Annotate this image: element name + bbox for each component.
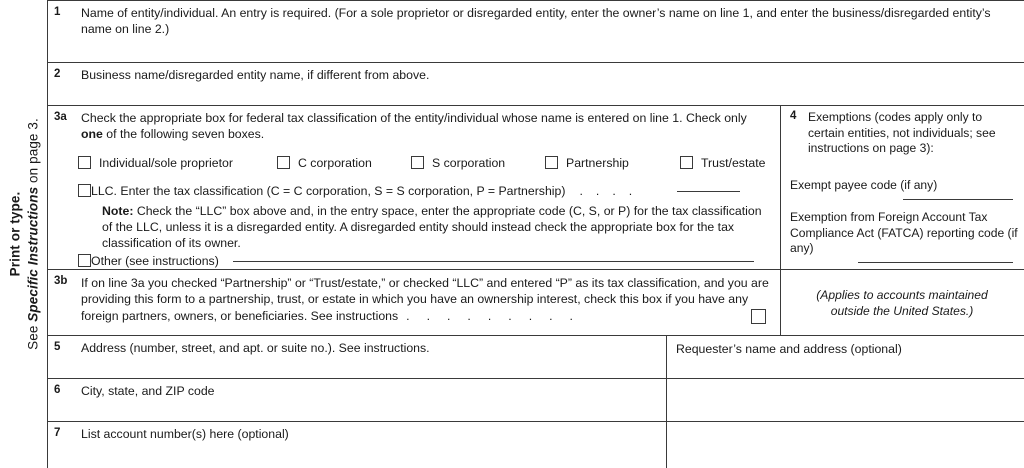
sidebar-text-block xyxy=(6,24,41,444)
sidebar-page-suffix: on page 3. xyxy=(25,118,40,187)
form-body xyxy=(48,0,1024,468)
row-3a-number: 3a xyxy=(54,111,67,123)
form-row-2-business-name[interactable] xyxy=(48,62,1024,106)
form-row-1-name[interactable] xyxy=(48,0,1024,63)
row-3b-text: If on line 3a you checked “Partnership” or “Trust/estate,” or checked “LLC” and entered “P” as its tax classification, and you are providing this form to a partnership, trust, or estate in which you have an ownership interest, check this box if you have any foreign partners, owners, or beneficiaries. See instructions xyxy=(81,276,769,323)
divider-exemptions-3b xyxy=(780,270,781,335)
option-partnership[interactable] xyxy=(545,156,629,171)
exempt-payee-code-label: Exempt payee code (if any) xyxy=(790,178,938,192)
llc-dot-leaders: . . . . xyxy=(579,184,633,198)
requester-label: Requester’s name and address (optional) xyxy=(676,342,902,356)
checkbox-foreign-partners[interactable] xyxy=(751,309,766,324)
checkbox-s-corporation[interactable] xyxy=(411,156,424,169)
sidebar-specific-instructions-italic: Specific Instructions xyxy=(25,186,40,322)
row-3b-label xyxy=(81,275,771,324)
exemptions-number: 4 xyxy=(790,110,797,122)
sidebar-see-prefix: See xyxy=(25,321,40,350)
llc-note-bold: Note: xyxy=(102,204,134,218)
row-5-number: 5 xyxy=(54,341,61,353)
row-3b-dot-leaders: . . . . . . . . . xyxy=(406,308,573,323)
option-trust-estate[interactable] xyxy=(680,156,765,171)
llc-classification-input[interactable] xyxy=(677,191,740,192)
row-1-label: Name of entity/individual. An entry is required. (For a sole proprietor or disregarded entity, enter the owner’s name on line 1, and enter the business/disregarded entity’s name on line 2.) xyxy=(81,6,991,37)
row-7-label: List account number(s) here (optional) xyxy=(81,427,289,441)
row-3a-instruction-part2: of the following seven boxes. xyxy=(102,127,265,142)
option-other-row xyxy=(78,254,778,269)
form-row-3a-tax-classification xyxy=(48,105,1024,270)
label-trust-estate: Trust/estate xyxy=(701,156,766,170)
row-3b-number: 3b xyxy=(54,275,68,287)
row-5-label: Address (number, street, and apt. or suite no.). See instructions. xyxy=(81,341,430,355)
exempt-payee-code-input[interactable] xyxy=(903,199,1013,200)
checkbox-individual-sole-proprietor[interactable] xyxy=(78,156,91,169)
form-row-3b-foreign-partners xyxy=(48,269,1024,336)
fatca-code-input[interactable] xyxy=(858,262,1013,263)
row-3a-instruction xyxy=(81,110,771,143)
other-description-input[interactable] xyxy=(233,261,754,262)
applies-note-line-2: outside the United States.) xyxy=(830,303,974,318)
checkbox-c-corporation[interactable] xyxy=(277,156,290,169)
label-llc: LLC. Enter the tax classification (C = C corporation, S = S corporation, P = Partnership) xyxy=(91,184,566,198)
sidebar-line-specific-instructions xyxy=(24,24,41,444)
label-partnership: Partnership xyxy=(566,156,629,170)
option-c-corporation[interactable] xyxy=(277,156,372,171)
row-7-number: 7 xyxy=(54,427,61,439)
label-c-corporation: C corporation xyxy=(298,156,372,170)
row-1-number: 1 xyxy=(54,6,61,18)
row-6-number: 6 xyxy=(54,384,61,396)
label-other: Other (see instructions) xyxy=(91,254,219,268)
checkbox-trust-estate[interactable] xyxy=(680,156,693,169)
row-6-label: City, state, and ZIP code xyxy=(81,384,215,398)
applies-note-line-1: (Applies to accounts maintained xyxy=(816,288,988,302)
label-individual-sole-proprietor: Individual/sole proprietor xyxy=(99,156,233,170)
checkbox-partnership[interactable] xyxy=(545,156,558,169)
label-s-corporation: S corporation xyxy=(432,156,506,170)
checkbox-llc[interactable] xyxy=(78,184,91,197)
option-individual-sole-proprietor[interactable] xyxy=(78,156,233,171)
llc-note-text: Check the “LLC” box above and, in the entry space, enter the appropriate code (C, S, or P) for the tax classification of the LLC, unless it is a disregarded entity. A disregarded entity should instead check the appropriate box for the tax classification of its owner. xyxy=(102,204,762,251)
option-llc-row xyxy=(78,184,778,199)
llc-note xyxy=(102,203,774,252)
row-3a-instruction-part1: Check the appropriate box for federal tax classification of the entity/individual whose name is entered on line 1. Check only xyxy=(81,111,747,125)
row-2-number: 2 xyxy=(54,68,61,80)
applies-to-accounts-note xyxy=(786,288,1018,319)
option-s-corporation[interactable] xyxy=(411,156,505,171)
sidebar-print-or-type xyxy=(0,0,48,468)
row-3a-instruction-one: one xyxy=(81,127,103,142)
requester-name-address-panel[interactable] xyxy=(666,335,1024,468)
row-2-label: Business name/disregarded entity name, if different from above. xyxy=(81,68,430,82)
sidebar-line-print-or-type: Print or type. xyxy=(7,191,22,277)
exemptions-column xyxy=(780,106,1024,269)
fatca-code-label: Exemption from Foreign Account Tax Compliance Act (FATCA) reporting code (if any) xyxy=(790,210,1018,256)
exemptions-heading: Exemptions (codes apply only to certain entities, not individuals; see instructions on page 3): xyxy=(808,110,996,156)
checkbox-other[interactable] xyxy=(78,254,91,267)
